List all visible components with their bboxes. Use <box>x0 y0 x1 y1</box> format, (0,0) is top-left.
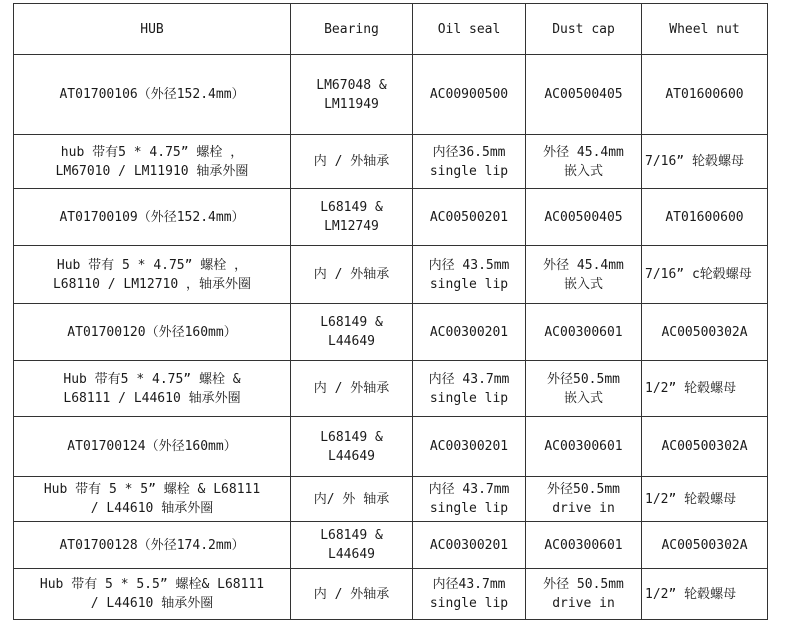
hub-cell: Hub 带有 5 * 5.5” 螺栓& L68111 / L44610 轴承外圈 <box>14 569 291 620</box>
parts-table <box>13 3 768 620</box>
table-row <box>14 477 768 522</box>
oil-seal-cell: 内径43.7mm single lip <box>413 569 526 620</box>
oil-seal-cell: AC00500201 <box>413 189 526 246</box>
table-row <box>14 55 768 135</box>
hub-cell: AT01700124（外径160mm） <box>14 417 291 477</box>
hub-cell: AT01700128（外径174.2mm） <box>14 522 291 569</box>
hub-cell: Hub 带有 5 * 4.75” 螺栓 ， L68110 / LM12710 ，轴承外圈 <box>14 246 291 304</box>
wheel-nut-cell: AC00500302A <box>642 417 768 477</box>
wheel-nut-cell: 1/2” 轮毂螺母 <box>642 569 768 620</box>
dust-cap-cell: AC00500405 <box>526 189 642 246</box>
bearing-cell: L68149 & LM12749 <box>291 189 413 246</box>
oil-seal-cell: AC00300201 <box>413 304 526 361</box>
wheel-nut-cell: 7/16” c轮毂螺母 <box>642 246 768 304</box>
wheel-nut-cell: AC00500302A <box>642 522 768 569</box>
wheel-nut-cell: 1/2” 轮毂螺母 <box>642 361 768 417</box>
dust-cap-cell: AC00300601 <box>526 522 642 569</box>
bearing-cell: L68149 & L44649 <box>291 417 413 477</box>
wheel-nut-cell: 1/2” 轮毂螺母 <box>642 477 768 522</box>
wheel-nut-cell: 7/16” 轮毂螺母 <box>642 135 768 189</box>
hub-cell: Hub 带有 5 * 5” 螺栓 & L68111 / L44610 轴承外圈 <box>14 477 291 522</box>
bearing-cell: L68149 & L44649 <box>291 304 413 361</box>
oil-seal-cell: AC00900500 <box>413 55 526 135</box>
header-hub: HUB <box>14 4 291 55</box>
table-row <box>14 522 768 569</box>
table-row <box>14 417 768 477</box>
hub-cell: AT01700120（外径160mm） <box>14 304 291 361</box>
oil-seal-cell: 内径 43.7mm single lip <box>413 361 526 417</box>
dust-cap-cell: 外径50.5mm 嵌入式 <box>526 361 642 417</box>
dust-cap-cell: AC00300601 <box>526 304 642 361</box>
header-dust-cap: Dust cap <box>526 4 642 55</box>
oil-seal-cell: 内径 43.5mm single lip <box>413 246 526 304</box>
wheel-nut-cell: AT01600600 <box>642 189 768 246</box>
hub-cell: AT01700106（外径152.4mm） <box>14 55 291 135</box>
table-row <box>14 135 768 189</box>
oil-seal-cell: 内径36.5mm single lip <box>413 135 526 189</box>
dust-cap-cell: 外径 50.5mm drive in <box>526 569 642 620</box>
table-row <box>14 304 768 361</box>
dust-cap-cell: 外径 45.4mm 嵌入式 <box>526 135 642 189</box>
dust-cap-cell: AC00500405 <box>526 55 642 135</box>
oil-seal-cell: AC00300201 <box>413 417 526 477</box>
bearing-cell: L68149 & L44649 <box>291 522 413 569</box>
bearing-cell: LM67048 & LM11949 <box>291 55 413 135</box>
table-row <box>14 361 768 417</box>
bearing-cell: 内 / 外轴承 <box>291 135 413 189</box>
bearing-cell: 内 / 外轴承 <box>291 246 413 304</box>
bearing-cell: 内 / 外轴承 <box>291 569 413 620</box>
header-row <box>14 4 768 55</box>
hub-cell: AT01700109（外径152.4mm） <box>14 189 291 246</box>
dust-cap-cell: 外径50.5mm drive in <box>526 477 642 522</box>
header-bearing: Bearing <box>291 4 413 55</box>
dust-cap-cell: 外径 45.4mm 嵌入式 <box>526 246 642 304</box>
hub-cell: Hub 带有5 * 4.75” 螺栓 & L68111 / L44610 轴承外圈 <box>14 361 291 417</box>
bearing-cell: 内 / 外轴承 <box>291 361 413 417</box>
header-wheel-nut: Wheel nut <box>642 4 768 55</box>
table-row <box>14 246 768 304</box>
oil-seal-cell: 内径 43.7mm single lip <box>413 477 526 522</box>
hub-cell: hub 带有5 * 4.75” 螺栓 ， LM67010 / LM11910 轴承外圈 <box>14 135 291 189</box>
wheel-nut-cell: AC00500302A <box>642 304 768 361</box>
table-row <box>14 569 768 620</box>
header-oil-seal: Oil seal <box>413 4 526 55</box>
table-row <box>14 189 768 246</box>
wheel-nut-cell: AT01600600 <box>642 55 768 135</box>
oil-seal-cell: AC00300201 <box>413 522 526 569</box>
dust-cap-cell: AC00300601 <box>526 417 642 477</box>
bearing-cell: 内/ 外 轴承 <box>291 477 413 522</box>
